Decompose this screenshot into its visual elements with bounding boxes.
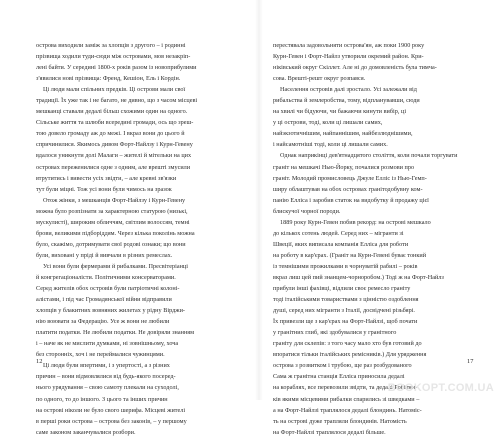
text-line: тут були міцні. Тож усі вони були чимось на зразок — [36, 185, 172, 193]
text-line: було, скажімо, дотримувати свої родові ознаки; що вони — [36, 240, 186, 248]
text-line: Сама ж гранітна станція Елліса приносила дедалі — [273, 373, 405, 381]
text-line: хлопців у блакитних вовняних жилетах у рідну Вірджи- — [36, 307, 185, 315]
text-line: Курн-Гевен і Форт-Найлз утворили окремий район. Кри- — [273, 53, 424, 61]
left-page — [36, 40, 245, 438]
text-line: тою довело громаду аж до межі. І вкраз вони до цього й — [36, 130, 185, 138]
text-line: із темнішими прожилками в чорнуватій рабилі – років — [273, 262, 418, 270]
text-line: на роботу в кар'єрах. (Граніт на Курн-Гевені буває тонкий — [273, 251, 427, 259]
text-line: мешканці ставали дедалі більш схожими один на одного. — [36, 108, 188, 116]
text-line: Сільське життя та шлюби всередині громади, ось що зреш- — [36, 119, 194, 127]
text-line: ніківський округ Скіллет. Але ні до домовленість була тимча- — [273, 64, 437, 72]
text-line: у ці острови, тоді, коли ці лишали самих, — [273, 119, 383, 127]
text-line: платити податки. Не любили податки. Не довіряли знанням — [36, 329, 195, 337]
text-line: нію воювати за Федерацію. Усе ж вони не любили — [36, 318, 170, 326]
text-line: ків якими місцевими рибалки спарились зі шведками – — [273, 395, 420, 403]
text-line: й конгрегаціоналісти. Політичними консерваторами. — [36, 273, 176, 281]
text-line: вкраз лиш цей пий знанцем-чорноробом.) Тоді ж на Форт-Найлз — [273, 273, 444, 281]
text-line: причин – вони відмовлялися від будь-якого посеред- — [36, 373, 176, 381]
text-line: у гранітних глиб, які здобувалися у гранітного — [273, 329, 397, 337]
text-line: граніт на мешкачі Нью-Йорку, почалися розмови про — [273, 163, 415, 171]
text-line: можна було розпізнати за характерною статурою (низькі, — [36, 207, 188, 215]
site-watermark: BOOKOPT.COM.UA — [387, 382, 494, 394]
text-line: Отож жінки, з мешканців Форт-Найлзу і Курн-Гевену — [43, 196, 186, 204]
text-line: мускулисті), широким обличчям, світлим волоссям, темні — [36, 218, 190, 226]
text-line: на острові ніколи не було свого шерифа. Місцеві жителі — [36, 406, 186, 414]
text-line: найэкзотичнішим, найпаннішим, найбезлюднішими, — [273, 130, 413, 138]
text-line: острова з розвитком і трубою, ще раз розбудованого — [273, 362, 412, 370]
text-line: на хвилі чи бідуючи, чи бажаючи кинути вибір, ці — [273, 108, 407, 116]
right-page-number: 17 — [467, 358, 474, 365]
text-line: душі, серед них мігранти з Італії, досвідчені різьбярі. — [273, 307, 415, 315]
text-line: саме законом заканчувалися розбори. — [36, 428, 136, 436]
text-line: нього урядування – свою самоту плекали на суходолі, — [36, 384, 179, 392]
text-line: без сторонніх, хоч і не переймалися чужинцями. — [36, 351, 165, 359]
text-line: сова. Врешті-решт округ розпався. — [273, 75, 366, 83]
book-gutter — [255, 0, 263, 400]
text-line: втрутитись і вивести усіх звідти, – але кревні зв'язки — [36, 174, 177, 182]
text-line: острова виходили заміж за хлопців з другого – і родинні — [36, 42, 186, 49]
text-line: Їх привезли ще з кар'єрах на Форт-Найлзі, щоб почати — [273, 318, 418, 326]
text-line: Однак наприкінці дев'ятнадцятого століття, коли почали торгувати — [280, 152, 458, 160]
text-line: алістами, і під час Громадянської війни відправили — [36, 296, 172, 304]
text-line: прізвища ходили туди-сюди між островами, мов незакріп- — [36, 53, 191, 61]
text-line: традиції. Їх уже так і не багато, не дивно, що з часом місцеві — [36, 97, 198, 105]
text-line: островах переженилися одне з одним, але врешті змусили — [36, 163, 191, 171]
text-line: Ці люди мали спільних предків. Ці острови мали свої — [43, 86, 186, 94]
text-line: граніт. Молодий промисловець Джуле Елліс із Нью-Гемп- — [273, 174, 427, 182]
text-line: Усі вони були фермерами й рибалками. Пресвітеріанці — [43, 262, 189, 270]
text-line: блискучої чорної породи. — [273, 207, 341, 215]
text-line: по одного, то до іншого. З цього та інших причин — [36, 395, 168, 403]
text-line: і – наче як не мислити думками, ні зовнішньому, хоча — [36, 340, 179, 348]
text-line: на кораблях, все перевозили звідти, та дедалі Робітни- — [273, 384, 418, 392]
text-line: а на Форт-Найлзі траплялося дедалі блондинь. Натоміс- — [273, 406, 422, 414]
text-line: спричинилися. Якимось дивом Форт-Найлзу і Курн-Гевену — [36, 141, 193, 149]
left-page-number: 12 — [36, 358, 43, 365]
right-page — [273, 40, 477, 438]
text-line: граніту для склепів: з того часу мало хто був готовий до — [273, 340, 422, 348]
text-line: впоратися тільки італійських ремісників.) Для урядження — [273, 351, 427, 359]
text-line: перестявала задовольняти острова'ян, аж поки 1900 року — [273, 42, 425, 49]
text-line: 1889 року Курн-Гевен побив рекорд: на острові мешкало — [280, 218, 431, 226]
text-line: рибальства й землеробства, тому, відпланувавши, сюди — [273, 97, 420, 105]
text-line: і найсамотніші тоді, коли ці лишали самих. — [273, 141, 388, 149]
text-line: тоді італійськими товариствами з цінністю оздоблення — [273, 296, 419, 304]
text-line: ширу облаштував на обох островах гранітодобувну ком- — [273, 185, 423, 193]
text-line: лені байти. У середині 1800-х років разом із новоприбулими — [36, 64, 197, 72]
text-line: були, виховані у пріді й вивчали в різних ремеслах. — [36, 251, 173, 259]
text-line: вдалося уникнути долі Малаги – жителі й мітельки на цих — [36, 152, 192, 160]
text-line: Швеції, яких виписала компанія Елліса для роботи — [273, 240, 409, 248]
text-line: до кількох сотень людей. Серед них – мігранти зі — [273, 229, 404, 237]
text-line: прибули інші фахівці, відлили своє ремесло граніту — [273, 285, 411, 293]
text-line: Серед жителів обох островів були патріотичні колоні- — [36, 285, 180, 293]
text-line: з'явилися нові прізвища: Френд, Кешіон, Ель і Кордін. — [36, 75, 181, 83]
text-line: Ці люди були впертими, і з упертості, а з різних — [43, 362, 170, 370]
text-line: панію Елліса і заробив статок на видобутку й продажу цієї — [273, 196, 429, 204]
text-line: брови, великими підборіддям. Через кілька поколінь можна — [36, 229, 195, 237]
text-line: ть на острові дуже трапляли блондинів. Натомість — [273, 417, 407, 425]
text-line: в перші роки острова – острова без законів, – у першому — [36, 417, 187, 425]
text-line: Населення островів далі зростало. Усі залежали від — [280, 86, 417, 94]
text-line: на Форт-Найлзі траплялося дедалі більше. — [273, 428, 386, 436]
